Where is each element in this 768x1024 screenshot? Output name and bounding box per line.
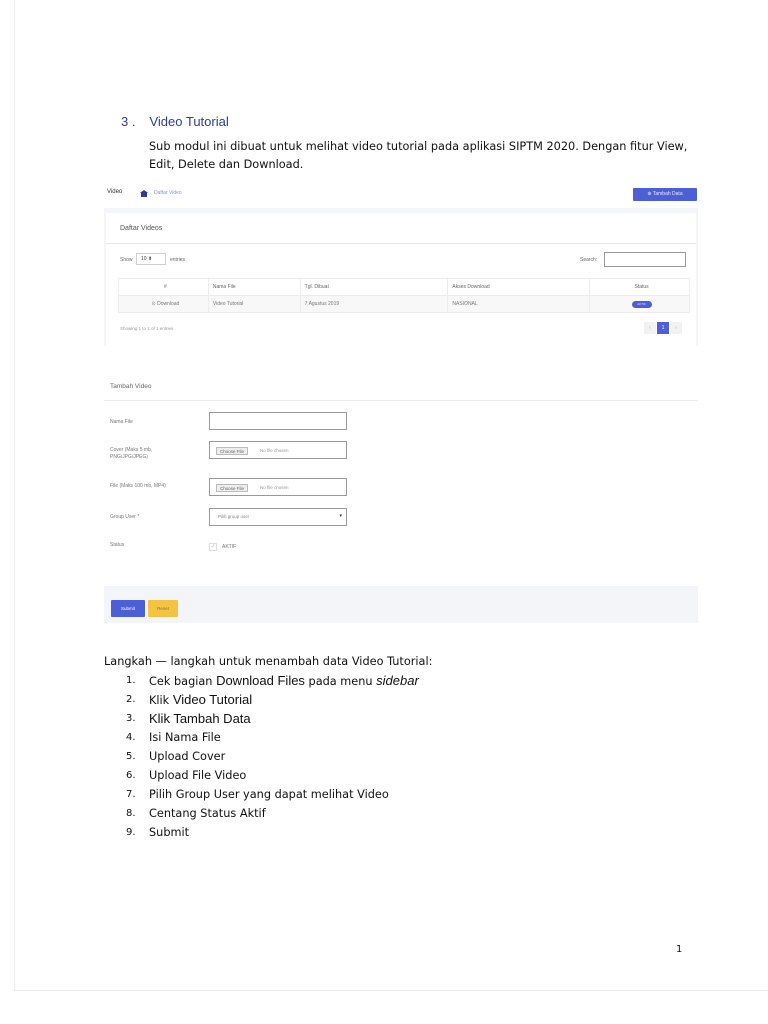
video-file-input[interactable] [209, 478, 347, 496]
step-text: Submit [149, 826, 190, 839]
page-left-border [14, 0, 15, 990]
table-row [119, 296, 690, 313]
step-number: 2. [126, 694, 136, 705]
step-text: Upload Cover [149, 750, 226, 763]
step-number: 4. [126, 732, 136, 743]
video-file-label: File (Maks 100 mb, MP4) [110, 483, 166, 489]
form-title: Tambah Video [110, 383, 152, 390]
video-table [118, 278, 690, 313]
submit-button[interactable]: Submit [111, 600, 145, 617]
section-number: 3 . [121, 114, 136, 129]
entries-label: entries [170, 257, 186, 263]
form-footer [104, 586, 698, 623]
step-text-italic: sidebar [376, 673, 419, 688]
status-label: Status [110, 542, 125, 548]
step-text-part: Cek bagian [149, 675, 217, 688]
step-text-part: Klik [149, 694, 173, 707]
row-status-cell [590, 296, 690, 313]
column-header[interactable]: # [119, 279, 209, 296]
cover-label: Cover (Maks 5 mb, PNG/JPG/JPEG) [110, 447, 153, 460]
row-access: NASIONAL [448, 296, 590, 313]
step-text [149, 671, 419, 691]
video-list-screenshot [104, 180, 698, 346]
section-title: Video Tutorial [149, 114, 229, 129]
add-data-button[interactable]: ⊕ Tambah Data [633, 188, 697, 201]
step-text: Isi Nama File [149, 731, 221, 744]
page-bottom-border [14, 990, 768, 991]
pager-next[interactable]: › [670, 322, 682, 334]
step-text: Pilih Group User yang dapat melihat Video [149, 788, 389, 801]
form-divider [104, 400, 698, 401]
column-header[interactable]: Status [590, 279, 690, 296]
reset-button[interactable]: Reset [148, 600, 178, 617]
list-topbar [104, 180, 698, 208]
cover-file-input[interactable] [209, 441, 347, 459]
status-badge: AKTIF [632, 301, 652, 308]
column-header[interactable]: Tgl. Dibuat [300, 279, 448, 296]
group-user-label: Group User * [110, 514, 140, 520]
step-number: 6. [126, 770, 136, 781]
cover-choose-file-button[interactable]: Choose File [216, 447, 248, 455]
step-number: 3. [126, 713, 136, 724]
step-text-emph: Download Files [216, 673, 305, 688]
status-aktif-checkbox[interactable]: ✓ [210, 544, 216, 550]
step-number: 8. [126, 808, 136, 819]
show-label: Show [120, 257, 133, 263]
step-text-emph: Klik Tambah Data [149, 711, 251, 726]
card-divider [106, 243, 696, 244]
breadcrumb-video[interactable]: Video [107, 189, 123, 195]
step-text: Centang Status Aktif [149, 807, 266, 820]
row-date: 7 Agustus 2019 [300, 296, 448, 313]
video-choose-file-button[interactable]: Choose File [216, 484, 248, 492]
step-text [149, 690, 252, 710]
step-text-part: pada menu [304, 675, 377, 688]
group-user-placeholder: Pilih group user [218, 514, 250, 519]
step-text-emph: Video Tutorial [172, 692, 253, 707]
chevron-down-icon: ▾ [339, 513, 342, 519]
showing-entries: Showing 1 to 1 of 1 entries [120, 326, 174, 331]
pager-page-1[interactable]: 1 [657, 322, 669, 334]
step-number: 5. [126, 751, 136, 762]
step-number: 7. [126, 789, 136, 800]
home-icon[interactable] [140, 190, 148, 197]
step-number: 9. [126, 827, 136, 838]
breadcrumb-daftar-video[interactable]: Daftar Video [154, 190, 182, 196]
table-header-row [119, 279, 690, 296]
card-title: Daftar Videos [120, 225, 163, 232]
column-header[interactable]: Akses Download [448, 279, 590, 296]
group-user-select[interactable] [209, 508, 347, 526]
section-heading [121, 114, 229, 129]
cover-no-file-text: No file chosen [260, 448, 289, 453]
pager-prev[interactable]: ‹ [644, 322, 656, 334]
nama-file-label: Nama File [110, 419, 133, 425]
steps-intro: Langkah — langkah untuk menambah data Video Tutorial: [104, 655, 433, 668]
step-text: Upload File Video [149, 769, 247, 782]
download-link[interactable]: ⊙ Download [119, 296, 209, 313]
page-number: 1 [676, 944, 683, 955]
column-header[interactable]: Nama File [208, 279, 300, 296]
pagination [644, 322, 682, 334]
video-no-file-text: No file chosen [260, 485, 289, 490]
row-name: Video Tutorial [208, 296, 300, 313]
add-video-form-screenshot [104, 371, 698, 623]
section-intro: Sub modul ini dibuat untuk melihat video tutorial pada aplikasi SIPTM 2020. Dengan fitur View, Edit, Delete dan Download. [149, 140, 688, 171]
search-input[interactable] [604, 252, 686, 267]
aktif-label: AKTIF [222, 544, 237, 550]
step-text [149, 709, 251, 729]
search-label: Search: [580, 257, 598, 263]
video-list-card [106, 213, 696, 346]
step-number: 1. [126, 675, 136, 686]
entries-select[interactable]: 10 ⬍ [136, 253, 166, 265]
nama-file-input[interactable] [209, 412, 347, 430]
